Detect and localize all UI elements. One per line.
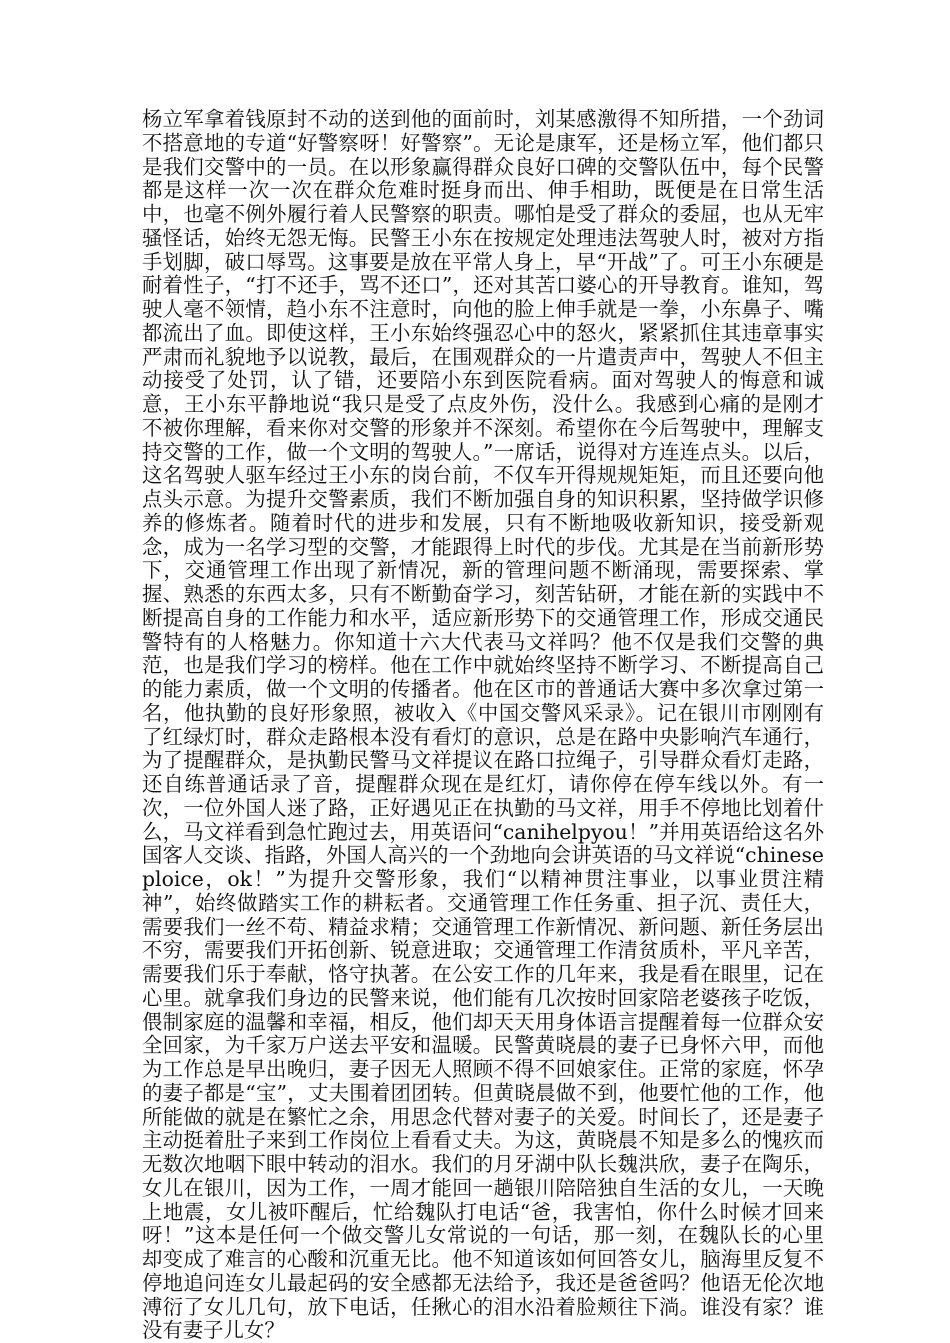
body-paragraph: 杨立军拿着钱原封不动的送到他的面前时，刘某感激得不知所措，一个劲词不搭意地的专道“好警察呀！好警察”。无论是康军，还是杨立军，他们都只是我们交警中的一员。在以形象赢得群众良好口碑的交警队伍中，每个民警都是这样一次一次在群众危难时挺身而出、伸手相助，既便是在日常生活中，也毫不例外履行着人民警察的职责。哪怕是受了群众的委屈，也从无牢骚怪话，始终无怨无悔。民警王小东在按规定处理违法驾驶人时，被对方指手划脚，破口辱骂。这事要是放在平常人身上，早“开战”了。可王小东硬是耐着性子，“打不还手，骂不还口”，还对其苦口婆心的开导教育。谁知，驾驶人毫不领情，趋小东不注意时，向他的脸上伸手就是一拳，小东鼻子、嘴都流出了血。即使这样，王小东始终强忍心中的怒火，紧紧抓住其违章事实严肃而礼貌地予以说教，最后，在围观群众的一片遣责声中，驾驶人不但主动接受了处罚，认了错，还要陪小东到医院看病。面对驾驶人的悔意和诚意，王小东平静地说“我只是受了点皮外伤，没什么。我感到心痛的是刚才不被你理解，看来你对交警的形象并不深刻。希望你在今后驾驶中，理解支持交警的工作，做一个文明的驾驶人。”一席话，说得对方连连点头。以后，这名驾驶人驱车经过王小东的岗台前，不仅车开得规规矩矩，而且还要向他点头示意。为提升交警素质，我们不断加强自身的知识积累，坚持做学识修养的修炼者。随着时代的进步和发展，只有不断地吸收新知识，接受新观念，成为一名学习型的交警，才能跟得上时代的步伐。尤其是在当前新形势下，交通管理工作出现了新情况，新的管理问题不断涌现，需要探索、掌握、熟悉的东西太多，只有不断勤奋学习，刻苦钻研，才能在新的实践中不断提高自身的工作能力和水平，适应新形势下的交通管理工作，形成交通民警特有的人格魅力。你知道十六大代表马文祥吗？他不仅是我们交警的典范，也是我们学习的榜样。他在工作中就始终坚持不断学习、不断提高自己的能力素质，做一个文明的传播者。他在区市的普通话大赛中多次拿过第一名，他执勤的良好形象照，被收入《中国交警风采录》。记在银川市刚刚有了红绿灯时，群众走路根本没有看灯的意识，总是在路中央影响汽车通行，为了提醒群众，是执勤民警马文祥提议在路口拉绳子，引导群众看灯走路，还自练普通话录了音，提醒群众现在是红灯，请你停在停车线以外。有一次，一位外国人迷了路，正好遇见正在执勤的马文祥，用手不停地比划着什么，马文祥看到急忙跑过去，用英语问“canihelpyou！”并用英语给这名外国客人交谈、指路，外国人高兴的一个劲地向会讲英语的马文祥说“chineseploice，ok！”为提升交警形象，我们“以精神贯注事业，以事业贯注精神”，始终做踏实工作的耕耘者。交通管理工作任务重、担子沉、责任大，需要我们一丝不苟、精益求精；交通管理工作新情况、新问题、新任务层出不穷，需要我们开拓创新、锐意进取；交通管理工作清贫质朴，平凡辛苦，需要我们乐于奉献，恪守执著。在公安工作的几年来，我是看在眼里，记在心里。就拿我们身边的民警来说，他们能有几次按时回家陪老婆孩子吃饭，偎制家庭的温馨和幸福，相反，他们却天天用身体语言提醒着每一位群众安全回家，为千家万户送去平安和温暖。民警黄晓晨的妻子已身怀六甲，而他为工作总是早出晚归，妻子因无人照顾不得不回娘家住。正常的家庭，怀孕的妻子都是“宝”，丈夫围着团团转。但黄晓晨做不到，他要忙他的工作，他所能做的就是在繁忙之余，用思念代替对妻子的关爱。时间长了，还是妻子主动挺着肚子来到工作岗位上看看丈夫。为这，黄晓晨不知是多么的愧疚而无数次地咽下眼中转动的泪水。我们的月牙湖中队长魏洪欣，妻子在陶乐，女儿在银川，因为工作，一周才能回一趟银川陪陪独自生活的女儿，一天晚上地震，女儿被吓醒后，忙给魏队打电话“爸，我害怕，你什么时候才回来呀！”这本是任何一个做交警儿女常说的一句话，那一刻，在魏队长的心里却变成了难言的心酸和沉重无比。他不知道该如何回答女儿，脑海里反复不停地追问连女儿最起码的安全感都无法给予，我还是爸爸吗？他语无伦次地溥衍了女儿几句，放下电话，任揪心的泪水沿着脸颊往下淌。谁没有家？谁没有妻子儿女？ (142, 107, 824, 1343)
document-page (142, 107, 824, 1343)
